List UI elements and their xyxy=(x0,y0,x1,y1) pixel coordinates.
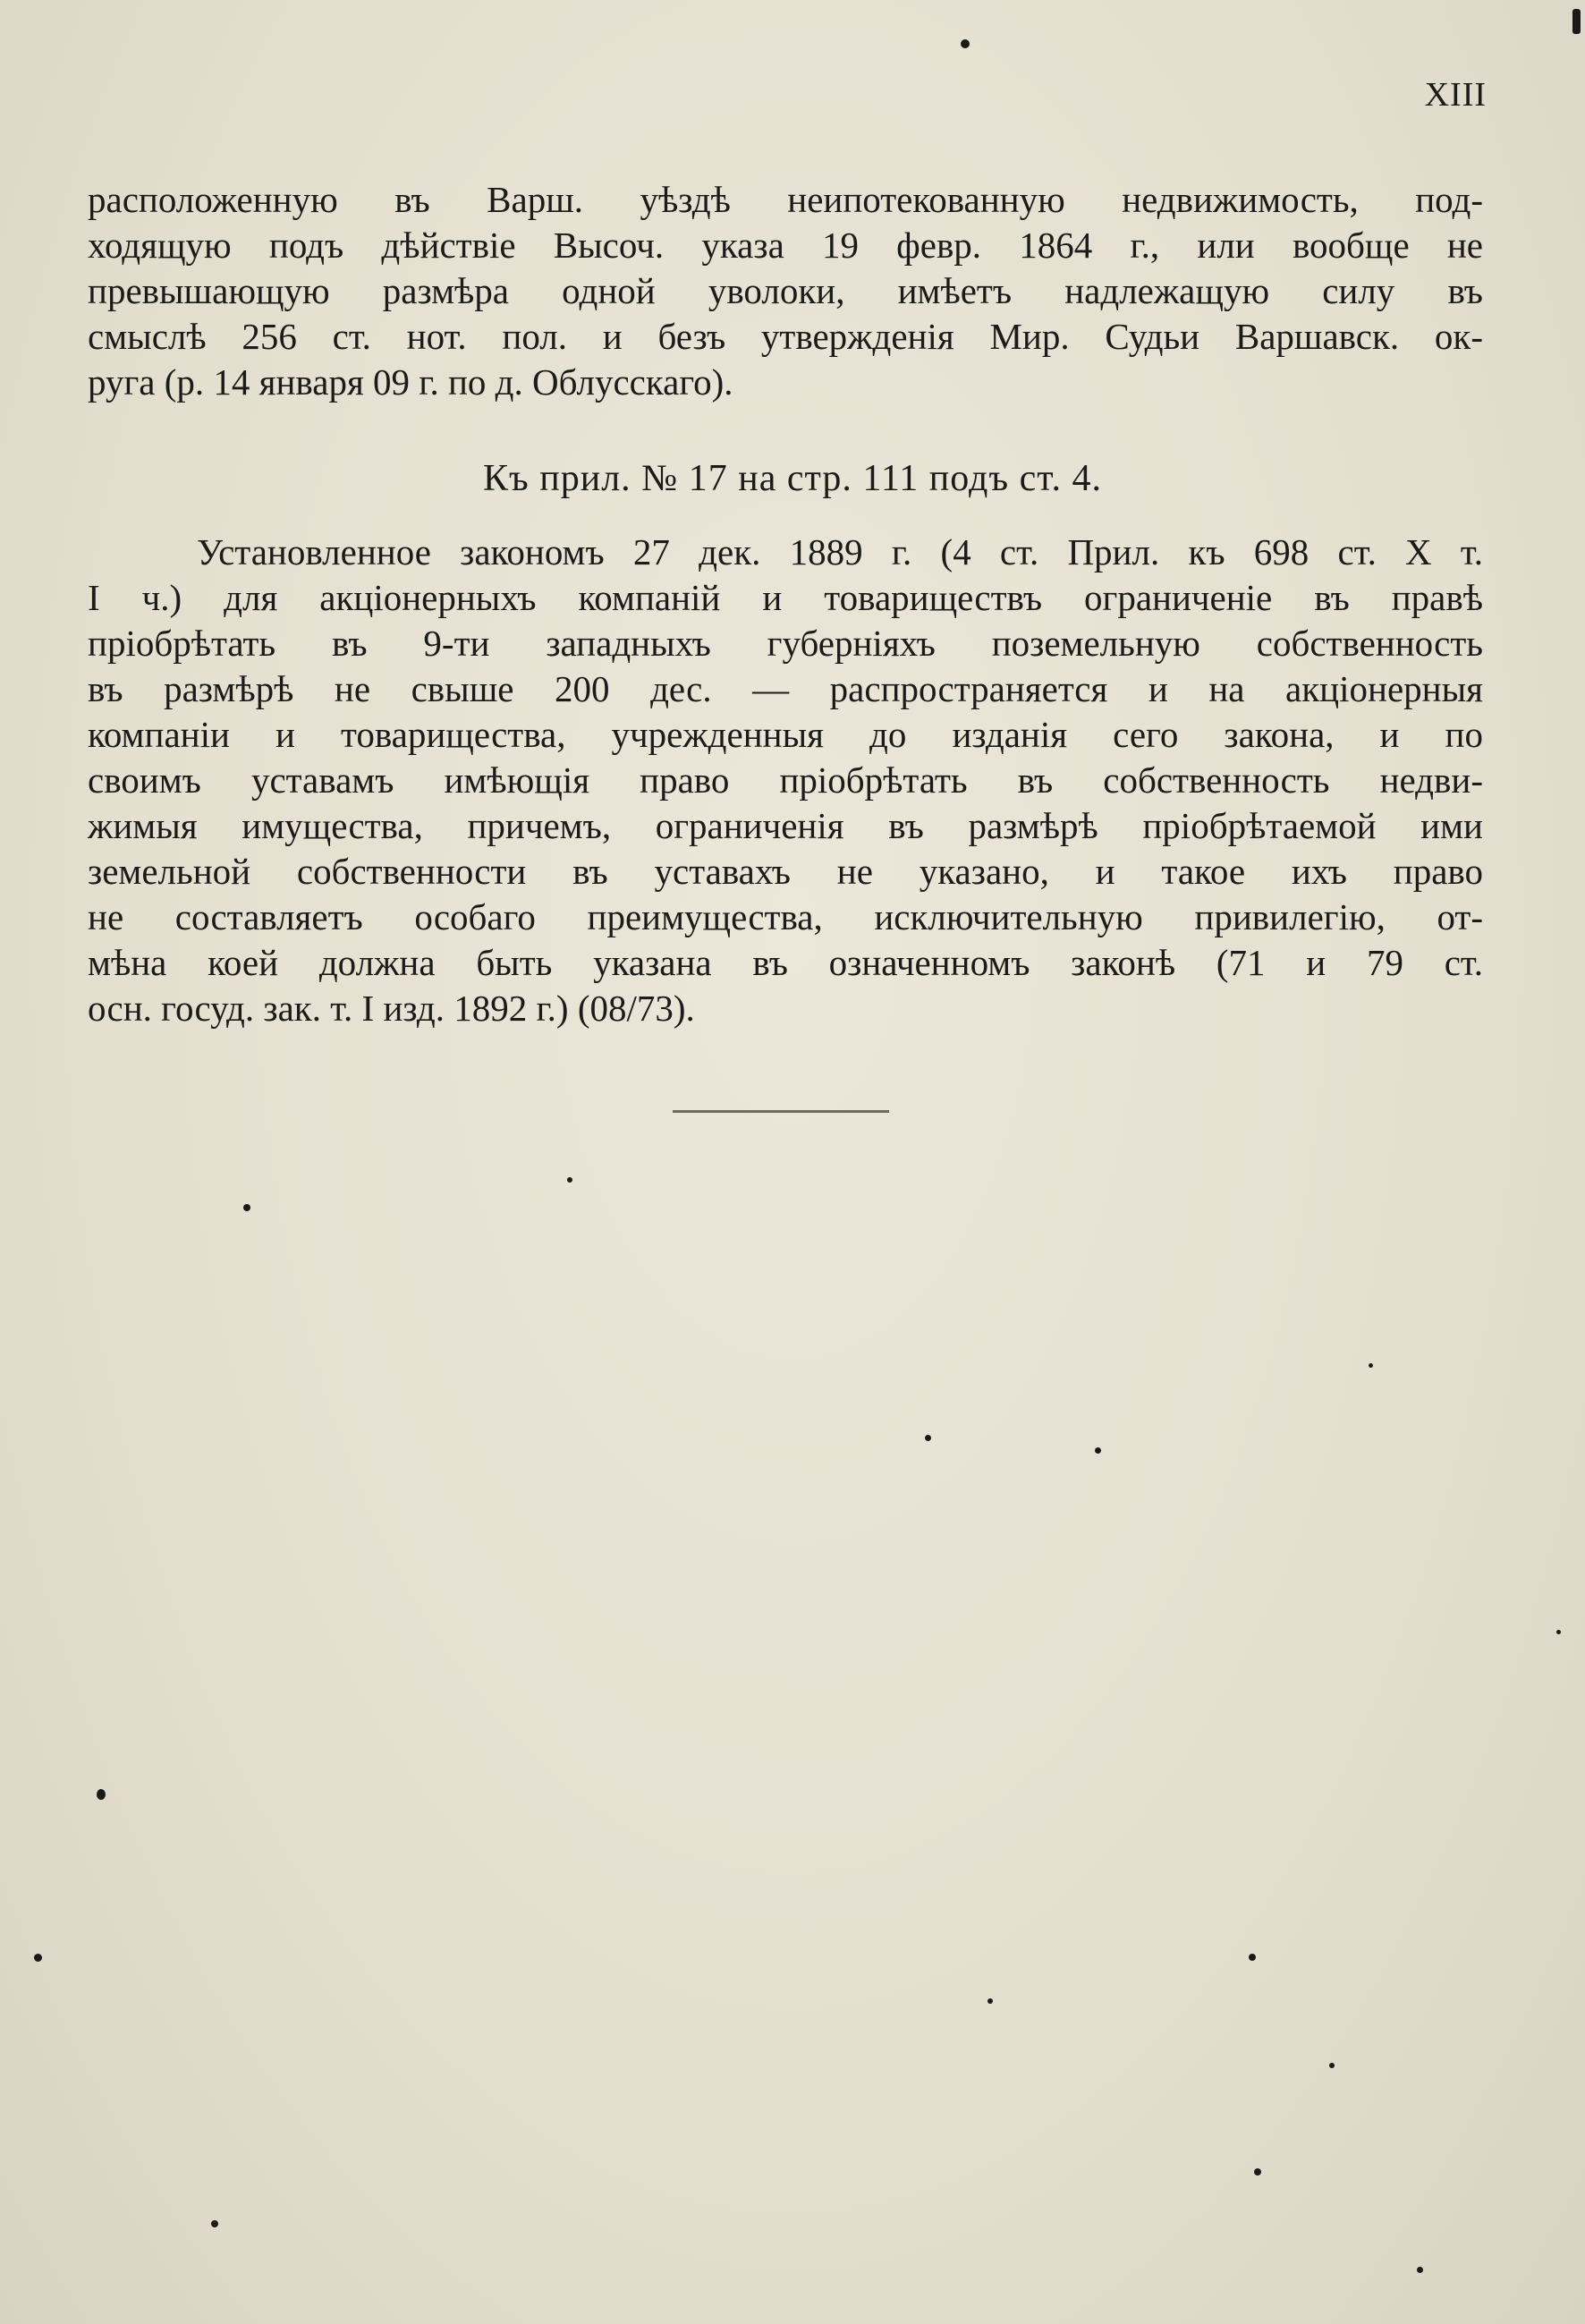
paragraph-line: осн. госуд. зак. т. I изд. 1892 г.) (08/73). xyxy=(88,988,695,1029)
scan-speck xyxy=(987,1998,993,2004)
paragraph-line: ходящую подъ дѣйствіе Высоч. указа 19 февр. 1864 г., или вообще не xyxy=(88,225,1483,266)
scan-speck xyxy=(567,1177,572,1183)
page-number: XIII xyxy=(1424,76,1487,114)
paragraph-line: Установленное закономъ 27 дек. 1889 г. (4 ст. Прил. къ 698 ст. X т. xyxy=(197,531,1483,573)
paragraph-2 xyxy=(88,530,1483,1031)
paragraph-1 xyxy=(88,177,1483,405)
scan-speck xyxy=(1369,1363,1373,1368)
scan-speck xyxy=(925,1435,931,1441)
paragraph-line: не составляетъ особаго преимущества, исключительную привилегію, от- xyxy=(88,896,1483,937)
paragraph-line: смыслѣ 256 ст. нот. пол. и безъ утвержденія Мир. Судьи Варшавск. ок- xyxy=(88,316,1483,357)
paragraph-line: руга (р. 14 января 09 г. по д. Облусскаго). xyxy=(88,361,733,403)
section-heading: Къ прил. № 17 на стр. 111 подъ ст. 4. xyxy=(483,458,1102,499)
paragraph-line: расположенную въ Варш. уѣздѣ неипотекованную недвижимость, под- xyxy=(88,179,1483,220)
section-divider xyxy=(673,1110,889,1113)
scan-speck xyxy=(1572,9,1581,34)
scan-speck xyxy=(97,1789,106,1800)
paragraph-line: I ч.) для акціонерныхъ компаній и товариществъ ограниченіе въ правѣ xyxy=(88,577,1483,618)
paragraph-line: своимъ уставамъ имѣющія право пріобрѣтать въ собственность недви- xyxy=(88,759,1483,801)
scan-speck xyxy=(1249,1954,1256,1961)
scan-speck xyxy=(243,1204,250,1211)
scan-speck xyxy=(34,1954,42,1962)
scan-speck xyxy=(1417,2267,1423,2273)
paragraph-line: мѣна коей должна быть указана въ означенномъ законѣ (71 и 79 ст. xyxy=(88,942,1483,983)
paragraph-line: жимыя имущества, причемъ, ограниченія въ размѣрѣ пріобрѣтаемой ими xyxy=(88,805,1483,846)
scan-speck xyxy=(1556,1630,1561,1634)
scan-speck xyxy=(211,2220,218,2227)
paragraph-line: земельной собственности въ уставахъ не указано, и такое ихъ право xyxy=(88,851,1483,892)
scan-speck xyxy=(1329,2063,1335,2068)
scan-speck xyxy=(1095,1447,1101,1454)
scan-speck xyxy=(1254,2168,1261,2176)
paragraph-line: компаніи и товарищества, учрежденныя до изданія сего закона, и по xyxy=(88,714,1483,755)
scan-speck xyxy=(961,39,970,48)
paragraph-line: въ размѣрѣ не свыше 200 дес. — распространяется и на акціонерныя xyxy=(88,668,1483,709)
paragraph-line: пріобрѣтать въ 9-ти западныхъ губерніяхъ поземельную собственность xyxy=(88,623,1483,664)
paragraph-line: превышающую размѣра одной уволоки, имѣетъ надлежащую силу въ xyxy=(88,270,1483,311)
